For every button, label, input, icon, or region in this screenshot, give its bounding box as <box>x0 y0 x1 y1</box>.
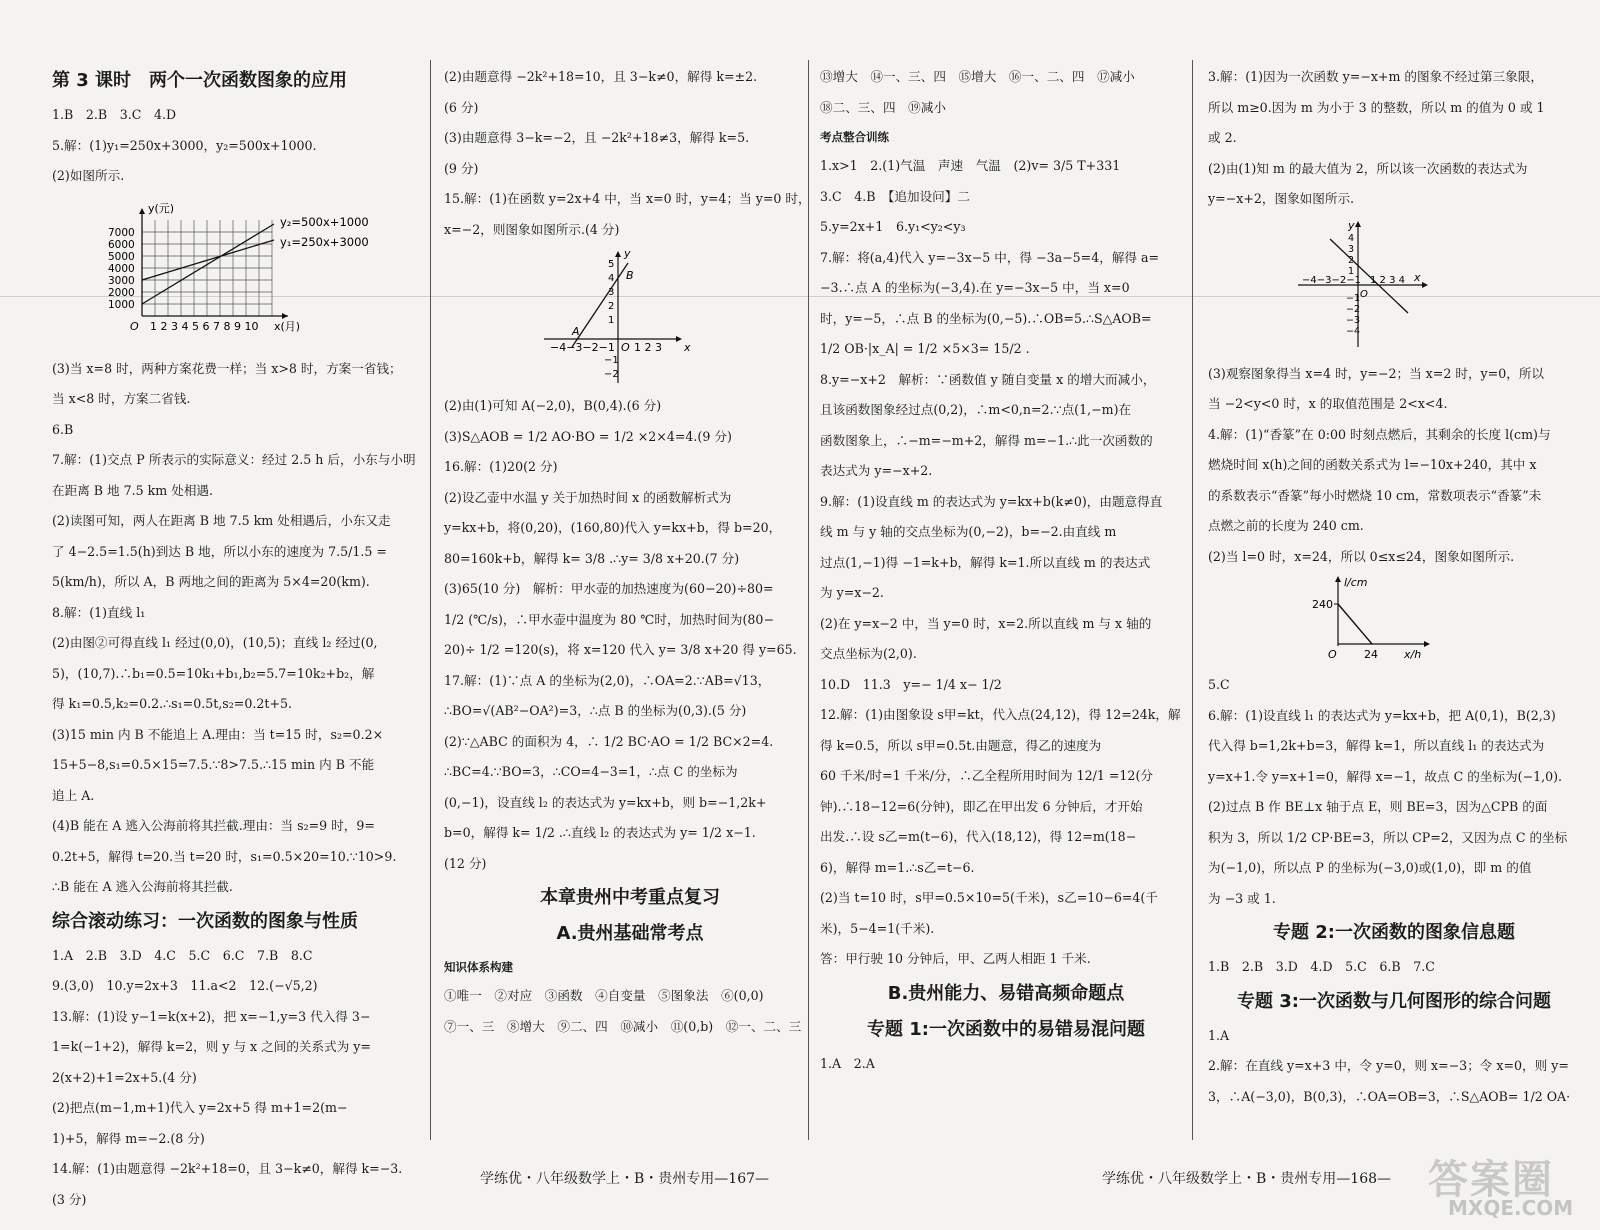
topic-title: 专题 3:一次函数与几何图形的综合问题 <box>1237 990 1551 1012</box>
answer-line: ⑱二、三、四 ⑲减小 <box>820 99 946 115</box>
answer-line: (4)B 能在 A 逃入公海前将其拦截.理由：当 s₂=9 时，9= <box>52 818 375 833</box>
answer-line: 60 千米/时=1 千米/分，∴乙全程所用时间为 12/1 =12(分 <box>820 768 1153 783</box>
svg-text:7000: 7000 <box>108 226 135 239</box>
svg-text:3: 3 <box>1348 243 1355 255</box>
answer-line: 追上 A. <box>52 787 95 803</box>
column-1 <box>52 62 424 1207</box>
graph-line <box>1338 604 1372 644</box>
answer-line: ①唯一 ②对应 ③函数 ④自变量 ⑤图象法 ⑥(0,0) <box>444 988 764 1003</box>
answer-line: 1/2 (℃/s)，∴甲水壶中温度为 80 ℃时，加热时间为(80− <box>444 611 775 627</box>
answer-line: 9.(3,0) 10.y=2x+3 11.a<2 12.(−√5,2) <box>52 978 318 993</box>
svg-text:O: O <box>1360 288 1368 300</box>
svg-text:1: 1 <box>608 315 615 326</box>
answer-line: 1/2 OB·|x_A| = 1/2 ×5×3= 15/2 . <box>820 341 1030 356</box>
answer-line: 所以 m≥0.因为 m 为小于 3 的整数，所以 m 的值为 0 或 1 <box>1208 99 1545 115</box>
watermark-logo <box>1418 1148 1588 1222</box>
answer-line: 1.x>1 2.(1)气温 声速 气温 (2)v= 3/5 T+331 <box>820 158 1121 173</box>
answer-block <box>444 981 816 1042</box>
answer-line: 80=160k+b，解得 k= 3/8 .∴y= 3/8 x+20.(7 分) <box>444 550 740 566</box>
svg-text:−2: −2 <box>1346 303 1361 315</box>
chapter-review-title: 本章贵州中考重点复习 <box>540 887 720 908</box>
answer-line: 1)+5，解得 m=−2.(8 分) <box>52 1130 205 1146</box>
answer-line: 8.y=−x+2 解析：∵函数值 y 随自变量 x 的增大而减小， <box>820 371 1156 387</box>
answer-line: ∴BC=4.∵BO=3，∴CO=4−3=1，∴点 C 的坐标为 <box>444 764 738 779</box>
svg-text:24: 24 <box>1364 648 1378 661</box>
answer-line: 6.B <box>52 421 74 437</box>
svg-text:x: x <box>684 341 691 354</box>
svg-text:3000: 3000 <box>108 274 135 287</box>
answer-line: (3)由题意得 3−k=−2，且 −2k²+18≠3，解得 k=5. <box>444 130 750 145</box>
answer-line: (9 分) <box>444 160 479 176</box>
answer-line: (3)观察图象得当 x=4 时，y=−2；当 x=2 时，y=0，所以 <box>1208 365 1545 381</box>
answer-line: (12 分) <box>444 855 487 871</box>
column-divider <box>1192 60 1193 1140</box>
column-4 <box>1208 62 1580 1142</box>
svg-text:−1: −1 <box>604 355 619 366</box>
answer-line: (2)把点(m−1,m+1)代入 y=2x+5 得 m+1=2(m− <box>52 1100 348 1115</box>
svg-text:x(月): x(月) <box>274 319 301 333</box>
answer-block <box>1208 359 1580 573</box>
svg-text:4000: 4000 <box>108 262 135 275</box>
answer-line: 得 k=0.5，所以 s甲=0.5t.由题意，得乙的速度为 <box>820 737 1102 753</box>
topic-title: 专题 1:一次函数中的易错易混问题 <box>867 1018 1145 1040</box>
answer-line: 15.解：(1)在函数 y=2x+4 中，当 x=0 时，y=4；当 y=0 时， <box>444 191 811 206</box>
svg-text:1 2 3 4: 1 2 3 4 <box>1370 274 1405 286</box>
answer-block <box>1208 670 1580 914</box>
answer-line: (2)过点 B 作 BE⊥x 轴于点 E，则 BE=3，因为△CPB 的面 <box>1208 799 1548 814</box>
answer-line: 7.解：(1)交点 P 所表示的实际意义：经过 2.5 h 后，小东与小明 <box>52 452 416 467</box>
section-title: A.贵州基础常考点 <box>556 923 704 944</box>
svg-text:1 2 3 4 5 6 7 8 9 10: 1 2 3 4 5 6 7 8 9 10 <box>150 319 259 333</box>
svg-text:−1: −1 <box>1346 292 1361 304</box>
answer-line: (3)15 min 内 B 不能追上 A.理由：当 t=15 时，s₂=0.2× <box>52 726 384 742</box>
answer-line: 3.C 4.B 【追加设问】二 <box>820 188 970 204</box>
answer-line: 4.解：(1)“香篆”在 0:00 时刻点燃后，其剩余的长度 l(cm)与 <box>1208 426 1551 442</box>
answer-line: 0.2t+5，解得 t=20.当 t=20 时，s₁=0.5×20=10.∵10>9. <box>52 848 397 864</box>
answer-line: (2)∵△ABC 的面积为 4，∴ 1/2 BC·AO = 1/2 BC×2=4. <box>444 733 774 749</box>
answer-line: (2)如图所示. <box>52 168 125 183</box>
answer-line: (2)设乙壶中水温 y 关于加热时间 x 的函数解析式为 <box>444 489 732 505</box>
answer-line: 1.B 2.B 3.C 4.D <box>52 107 177 122</box>
line-y1 <box>142 240 274 280</box>
answer-block <box>52 100 424 192</box>
answer-line: 5)，(10,7).∴b₁=0.5=10k₁+b₁,b₂=5.7=10k₂+b₂，解 <box>52 665 375 681</box>
answer-line: 的系数表示“香篆”每小时燃烧 10 cm，常数项表示“香篆”未 <box>1208 487 1542 503</box>
answer-line: 1.A 2.A <box>820 1055 875 1071</box>
answer-block <box>1208 1021 1580 1113</box>
function-graph-3 <box>1208 217 1580 355</box>
answer-line: (2)当 t=10 时，s甲=0.5×10=5(千米)，s乙=10−6=4(千 <box>820 890 1158 905</box>
answer-line: (2)读图可知，两人在距离 B 地 7.5 km 处相遇后，小东又走 <box>52 513 391 528</box>
answer-block <box>820 151 1192 975</box>
answer-line: 15+5−8,s₁=0.5×15=7.5.∵8>7.5.∴15 min 内 B 不能 <box>52 757 375 772</box>
svg-text:3: 3 <box>608 287 615 298</box>
answer-line: 8.解：(1)直线 l₁ <box>52 604 146 620</box>
answer-line: (2)在 y=x−2 中，当 y=0 时，x=2.所以直线 m 与 x 轴的 <box>820 615 1152 631</box>
svg-text:y: y <box>624 247 631 260</box>
answer-line: ⑬增大 ⑭一、三、四 ⑮增大 ⑯一、二、四 ⑰减小 <box>820 69 1135 84</box>
answer-line: 出发.∴设 s乙=m(t−6)，代入(18,12)，得 12=m(18− <box>820 829 1137 844</box>
svg-text:O: O <box>621 341 630 354</box>
answer-line: 燃烧时间 x(h)之间的函数关系式为 l=−10x+240，其中 x <box>1208 457 1537 472</box>
svg-text:240: 240 <box>1312 598 1333 611</box>
svg-text:5000: 5000 <box>108 250 135 263</box>
svg-text:2: 2 <box>1348 254 1355 266</box>
answer-line: ∴B 能在 A 逃入公海前将其拦截. <box>52 879 233 894</box>
answer-line: 5.y=2x+1 6.y₁<y₂<y₃ <box>820 219 966 234</box>
answer-block <box>444 391 816 879</box>
answer-line: 函数图象上，∴−m=−m+2，解得 m=−1.∴此一次函数的 <box>820 432 1153 448</box>
svg-text:1 2 3: 1 2 3 <box>634 341 662 354</box>
answer-line: 点燃之前的长度为 240 cm. <box>1208 518 1364 533</box>
answer-line: 2.解：在直线 y=x+3 中，令 y=0，则 x=−3；令 x=0，则 y= <box>1208 1058 1569 1073</box>
answer-line: (3 分) <box>52 1191 87 1207</box>
answer-line: (3)65(10 分) 解析：甲水壶的加热速度为(60−20)÷80= <box>444 581 774 596</box>
answer-line: ⑦一、三 ⑧增大 ⑨二、四 ⑩减小 ⑪(0,b) ⑫一、二、三 <box>444 1018 802 1034</box>
answer-line: x=−2，则图象如图所示.(4 分) <box>444 221 620 237</box>
answer-line: b=0，解得 k= 1/2 .∴直线 l₂ 的表达式为 y= 1/2 x−1. <box>444 825 756 840</box>
answer-line: 得 k₁=0.5,k₂=0.2.∴s₁=0.5t,s₂=0.2t+5. <box>52 696 293 711</box>
answer-line: 过点(1,−1)得 −1=k+b，解得 k=1.所以直线 m 的表达式 <box>820 554 1151 570</box>
answer-block <box>444 62 816 245</box>
svg-text:−2: −2 <box>604 369 619 380</box>
svg-text:1: 1 <box>1348 265 1355 277</box>
column-2 <box>444 62 816 1142</box>
watermark-url: MXQE.COM <box>1448 1196 1574 1220</box>
page-footer-right: 学练优・八年级数学上・B・贵州专用—168— <box>1102 1171 1392 1187</box>
answer-line: 3，∴A(−3,0)，B(0,3)，∴OA=OB=3，∴S△AOB= 1/2 OA· <box>1208 1088 1571 1104</box>
svg-text:x: x <box>1414 270 1421 284</box>
answer-line: (6 分) <box>444 99 479 115</box>
svg-text:5: 5 <box>608 259 615 270</box>
svg-text:4: 4 <box>608 273 615 284</box>
answer-line: (0,−1)，设直线 l₂ 的表达式为 y=kx+b，则 b=−1,2k+ <box>444 794 767 810</box>
section-title: 综合滚动练习：一次函数的图象与性质 <box>52 910 358 932</box>
svg-text:−4: −4 <box>1346 325 1361 337</box>
answer-line: (3)当 x=8 时，两种方案花费一样；当 x>8 时，方案一省钱； <box>52 360 402 376</box>
lesson-title: 第 3 课时 两个一次函数图象的应用 <box>52 70 348 91</box>
answer-line: 为(−1,0)，所以点 P 的坐标为(−3,0)或(1,0)，即 m 的值 <box>1208 860 1532 875</box>
answer-line: 表达式为 y=−x+2. <box>820 463 933 478</box>
answer-line: (2)由图②可得直线 l₁ 经过(0,0)，(10,5)；直线 l₂ 经过(0, <box>52 635 378 650</box>
answer-block <box>52 941 424 1216</box>
graph-ylabel: y(元) <box>148 201 175 215</box>
answer-line: −3.∴点 A 的坐标为(−3,4).在 y=−3x−5 中，当 x=0 <box>820 280 1130 295</box>
answer-line: 线 m 与 y 轴的交点坐标为(0,−2)，b=−2.由直线 m <box>820 524 1117 539</box>
answer-line: 16.解：(1)20(2 分) <box>444 459 558 474</box>
answer-line: 5.解：(1)y₁=250x+3000，y₂=500x+1000. <box>52 137 317 153</box>
graph-line <box>572 263 628 347</box>
svg-text:4: 4 <box>1348 232 1355 244</box>
answer-line: 或 2. <box>1208 130 1237 145</box>
answer-line: 12.解：(1)由图象设 s甲=kt，代入点(24,12)，得 12=24k，解 <box>820 707 1181 722</box>
answer-line: y=−x+2，图象如图所示. <box>1208 191 1355 206</box>
answer-block <box>1208 952 1580 983</box>
section-title: B.贵州能力、易错高频命题点 <box>887 982 1125 1004</box>
answer-line: 5(km/h)，所以 A，B 两地之间的距离为 5×4=20(km). <box>52 574 370 589</box>
answer-line: 米)，5−4=1(千米). <box>820 920 935 936</box>
point-label: B <box>626 269 634 282</box>
answer-line: 在距离 B 地 7.5 km 处相遇. <box>52 482 214 498</box>
function-graph-15 <box>444 247 816 387</box>
answer-line: y=kx+b，将(0,20)，(160,80)代入 y=kx+b，得 b=20， <box>444 520 782 535</box>
column-3 <box>820 62 1192 1142</box>
svg-text:l/cm: l/cm <box>1344 576 1368 589</box>
answer-line: 为 y=x−2. <box>820 585 884 600</box>
svg-text:O: O <box>1328 648 1337 661</box>
answer-line: 积为 3，所以 1/2 CP·BE=3，所以 CP=2，又因为点 C 的坐标 <box>1208 829 1568 845</box>
answer-line: 且该函数图象经过点(0,2)，∴m<0,n=2.∵点(1,−m)在 <box>820 402 1132 417</box>
answer-line: (3)S△AOB = 1/2 AO·BO = 1/2 ×2×4=4.(9 分) <box>444 428 732 444</box>
answer-line: 5.C <box>1208 677 1230 692</box>
line-label: y₂=500x+1000 <box>280 214 369 229</box>
answer-block <box>820 62 1192 123</box>
answer-line: 20)÷ 1/2 =120(s)，将 x=120 代入 y= 3/8 x+20 得 y=65. <box>444 642 797 657</box>
answer-line: 9.解：(1)设直线 m 的表达式为 y=kx+b(k≠0)，由题意得直 <box>820 493 1163 509</box>
point-label: A <box>572 325 580 338</box>
svg-text:x/h: x/h <box>1404 648 1422 661</box>
answer-line: 1.A 2.B 3.D 4.C 5.C 6.C 7.B 8.C <box>52 947 313 963</box>
answer-line: y=x+1.令 y=x+1=0，解得 x=−1，故点 C 的坐标为(−1,0). <box>1208 768 1563 784</box>
answer-line: 3.解：(1)因为一次函数 y=−x+m 的图象不经过第三象限， <box>1208 69 1543 84</box>
column-divider <box>430 60 431 1140</box>
svg-text:y: y <box>1348 218 1355 232</box>
answer-line: 了 4−2.5=1.5(h)到达 B 地，所以小东的速度为 7.5/1.5 = <box>52 543 387 559</box>
svg-text:−3: −3 <box>1346 314 1361 326</box>
answer-line: 为 −3 或 1. <box>1208 890 1276 906</box>
answer-line: (2)由(1)知 m 的最大值为 2，所以该一次函数的表达式为 <box>1208 160 1528 176</box>
answer-block <box>1208 62 1580 215</box>
cost-graph <box>52 194 424 350</box>
page-footer-left: 学练优・八年级数学上・B・贵州专用—167— <box>480 1171 770 1187</box>
answer-block <box>52 354 424 903</box>
line-label: y₁=250x+3000 <box>280 234 369 249</box>
answer-line: 交点坐标为(2,0). <box>820 646 917 661</box>
answer-line: 1.A <box>1208 1027 1230 1043</box>
answer-block <box>820 1049 1192 1080</box>
answer-line: 6)，解得 m=1.∴s乙=t−6. <box>820 859 975 875</box>
answer-line: (2)由题意得 −2k²+18=10，且 3−k≠0，解得 k=±2. <box>444 69 758 84</box>
svg-text:−4−3−2−1: −4−3−2−1 <box>1302 274 1361 286</box>
answer-line: 当 x<8 时，方案二省钱. <box>52 391 191 406</box>
answer-line: 代入得 b=1,2k+b=3，解得 k=1，所以直线 l₁ 的表达式为 <box>1208 738 1545 753</box>
answer-line: 1.B 2.B 3.D 4.D 5.C 6.B 7.C <box>1208 959 1435 974</box>
answer-line: (2)由(1)可知 A(−2,0)，B(0,4).(6 分) <box>444 398 662 413</box>
answer-line: 17.解：(1)∵点 A 的坐标为(2,0)，∴OA=2.∵AB=√13， <box>444 672 771 688</box>
answer-line: 7.解：将(a,4)代入 y=−3x−5 中，得 −3a−5=4，解得 a= <box>820 249 1160 265</box>
answer-line: 2(x+2)+1=2x+5.(4 分) <box>52 1069 197 1085</box>
topic-title: 专题 2:一次函数的图象信息题 <box>1273 922 1515 943</box>
answer-line: 时，y=−5，∴点 B 的坐标为(0,−5).∴OB=5.∴S△AOB= <box>820 310 1152 326</box>
answer-line: 6.解：(1)设直线 l₁ 的表达式为 y=kx+b，把 A(0,1)，B(2,3) <box>1208 707 1556 723</box>
subsection-label: 知识体系构建 <box>444 960 513 974</box>
answer-line: 13.解：(1)设 y−1=k(x+2)，把 x=−1,y=3 代入得 3− <box>52 1008 371 1024</box>
answer-line: 钟).∴18−12=6(分钟)，即乙在甲出发 6 分钟后，才开始 <box>820 798 1143 814</box>
svg-text:O: O <box>130 319 139 333</box>
svg-text:1000: 1000 <box>108 298 135 311</box>
svg-text:−4−3−2−1: −4−3−2−1 <box>550 341 615 354</box>
answer-line: (2)当 l=0 时，x=24，所以 0≤x≤24，图象如图所示. <box>1208 548 1515 564</box>
answer-line: 1=k(−1+2)，解得 k=2，则 y 与 x 之间的关系式为 y= <box>52 1039 371 1054</box>
subsection-label: 考点整合训练 <box>820 130 889 144</box>
watermark-title: 答案圈 <box>1428 1157 1554 1203</box>
svg-text:6000: 6000 <box>108 238 135 251</box>
answer-line: 10.D 11.3 y=− 1/4 x− 1/2 <box>820 676 1002 692</box>
answer-line: 当 −2<y<0 时，x 的取值范围是 2<x<4. <box>1208 396 1448 411</box>
incense-graph <box>1208 574 1580 666</box>
answer-line: 14.解：(1)由题意得 −2k²+18=0，且 3−k≠0，解得 k=−3. <box>52 1161 403 1176</box>
svg-text:2000: 2000 <box>108 286 135 299</box>
svg-text:2: 2 <box>608 301 615 312</box>
answer-line: 答：甲行驶 10 分钟后，甲、乙两人相距 1 千米. <box>820 951 1091 966</box>
answer-line: ∴BO=√(AB²−OA²)=3，∴点 B 的坐标为(0,3).(5 分) <box>444 703 747 718</box>
